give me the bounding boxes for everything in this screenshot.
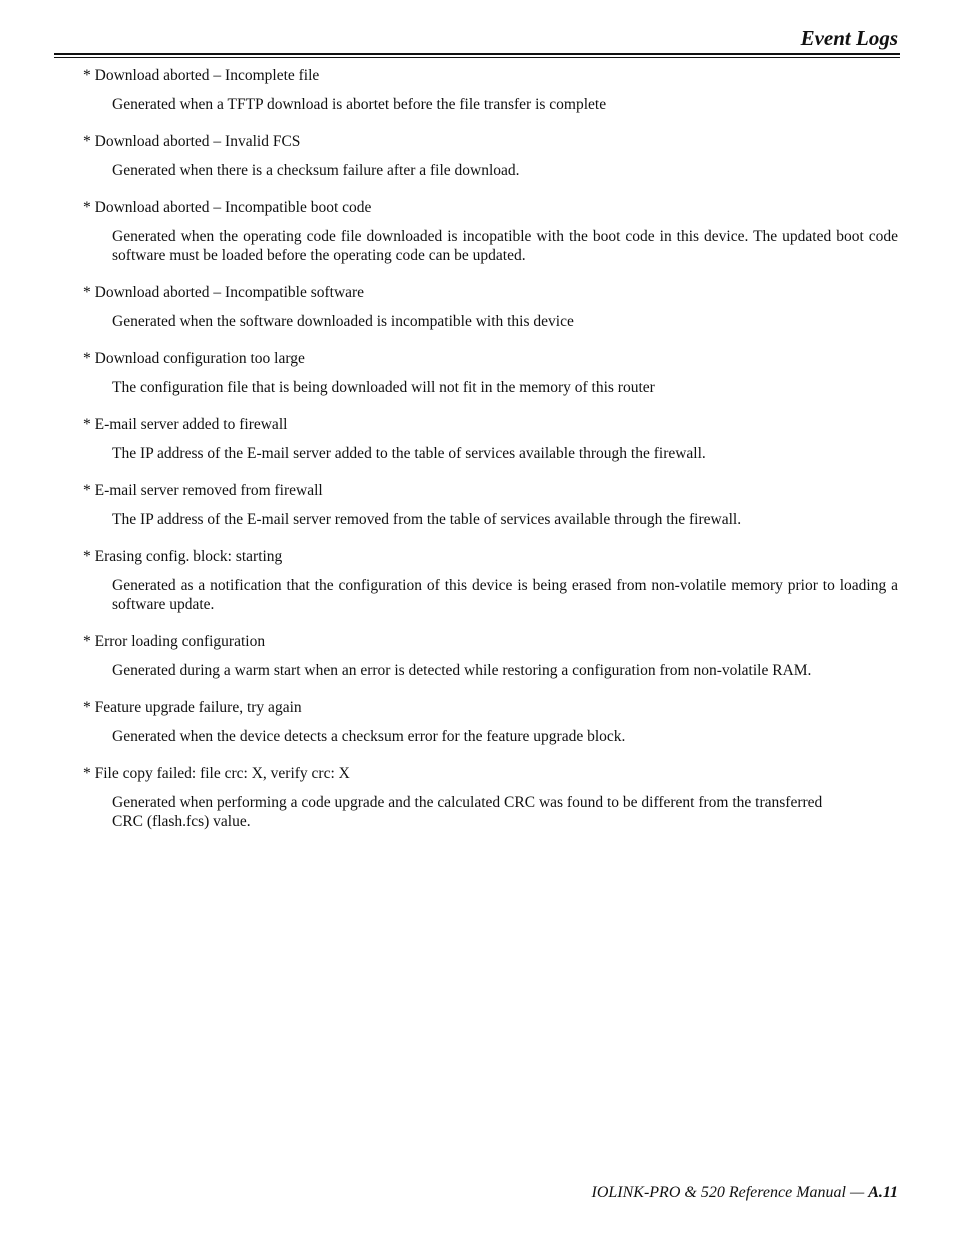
event-log-entry <box>83 632 898 680</box>
entry-title: * File copy failed: file crc: X, verify crc: X <box>83 765 350 782</box>
entry-title: * Error loading configuration <box>83 633 266 650</box>
event-log-entry <box>83 66 898 114</box>
event-log-entry <box>83 198 898 265</box>
entry-description: Generated when a TFTP download is abortet before the file transfer is complete <box>112 96 607 113</box>
entry-description: The configuration file that is being downloaded will not fit in the memory of this router <box>112 379 655 396</box>
event-log-entry <box>83 547 898 614</box>
header-rule-thick <box>54 53 900 55</box>
event-log-entry <box>83 349 898 397</box>
entry-description: The IP address of the E-mail server added to the table of services available through the firewall. <box>112 445 706 462</box>
header-rule-thin <box>54 57 900 58</box>
entry-title: * Feature upgrade failure, try again <box>83 699 302 716</box>
entry-description: Generated as a notification that the configuration of this device is being erased from non-volatile memory prior to loading a software update. <box>112 577 898 613</box>
event-log-entry <box>83 698 898 746</box>
footer-manual-title: IOLINK-PRO & 520 Reference Manual <box>591 1184 846 1201</box>
event-log-entry <box>83 132 898 180</box>
entry-description: Generated when the operating code file downloaded is incopatible with the boot code in this device. The updated boot code software must be loaded before the operating code can be updated. <box>112 228 898 264</box>
page-footer <box>592 1184 899 1202</box>
event-log-list <box>83 66 898 849</box>
entry-description: Generated during a warm start when an error is detected while restoring a configuration from non-volatile RAM. <box>112 662 812 679</box>
footer-separator: — <box>845 1184 869 1201</box>
entry-title: * E-mail server added to firewall <box>83 416 288 433</box>
event-log-entry <box>83 481 898 529</box>
entry-title: * Download configuration too large <box>83 350 305 367</box>
page-title: Event Logs <box>800 26 898 50</box>
entry-description: Generated when performing a code upgrade and the calculated CRC was found to be different from the transferred CRC (flash.fcs) value. <box>112 794 823 830</box>
entry-title: * E-mail server removed from firewall <box>83 482 323 499</box>
entry-title: * Download aborted – Incomplete file <box>83 67 320 84</box>
entry-title: * Download aborted – Incompatible software <box>83 284 365 301</box>
entry-description: Generated when the software downloaded is incompatible with this device <box>112 313 574 330</box>
event-log-entry <box>83 764 898 831</box>
event-log-entry <box>83 283 898 331</box>
page-number: A.11 <box>868 1184 898 1201</box>
entry-title: * Download aborted – Incompatible boot code <box>83 199 372 216</box>
entry-title: * Erasing config. block: starting <box>83 548 283 565</box>
entry-description: The IP address of the E-mail server removed from the table of services available through the firewall. <box>112 511 742 528</box>
event-log-entry <box>83 415 898 463</box>
entry-description: Generated when there is a checksum failure after a file download. <box>112 162 520 179</box>
entry-title: * Download aborted – Invalid FCS <box>83 133 301 150</box>
entry-description: Generated when the device detects a checksum error for the feature upgrade block. <box>112 728 626 745</box>
